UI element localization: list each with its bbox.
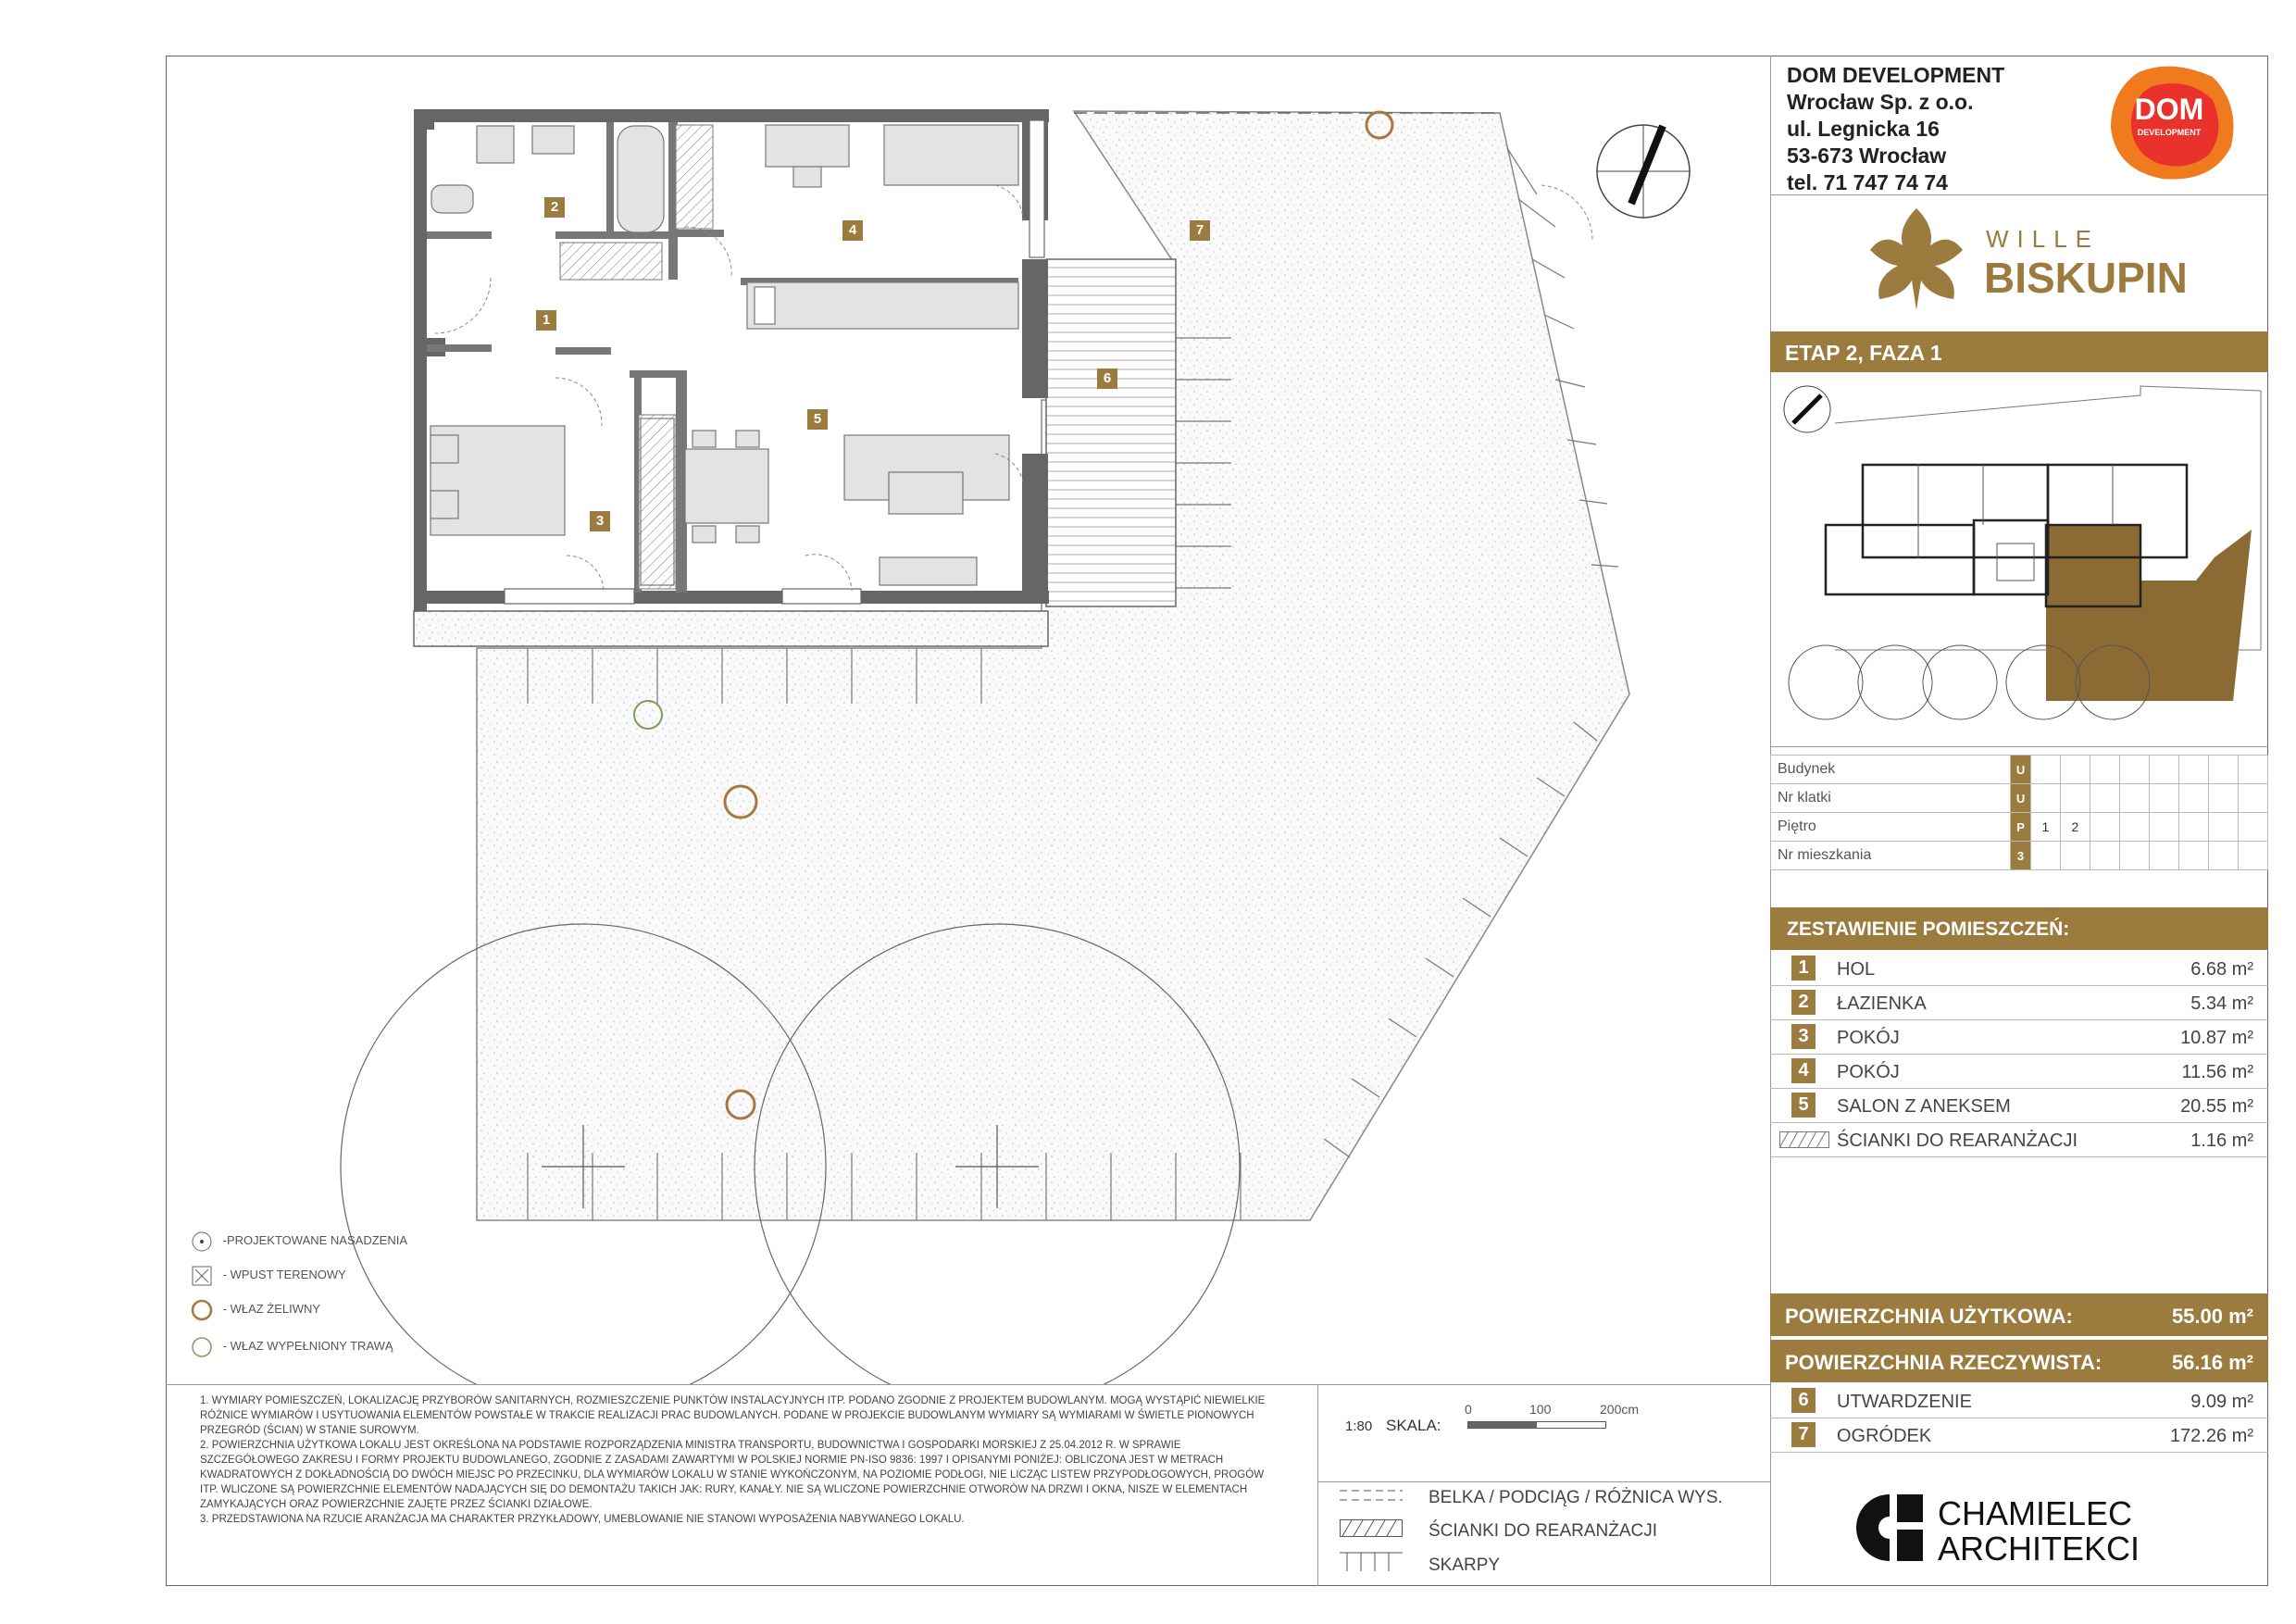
room-number: 3 [1791,1024,1816,1049]
room-number: 1 [1791,956,1816,981]
chamielec-line1: CHAMIELEC [1938,1494,2133,1532]
room-row [1770,1020,2268,1055]
room-name: HOL [1837,959,1876,980]
floor-cell: 2 [2060,813,2090,842]
identifier-label: Budynek [1771,756,2011,784]
windows [505,120,1044,604]
north-arrow [1597,125,1690,218]
extra-number: 7 [1791,1422,1816,1447]
room-area: 11.56 m² [2181,1062,2253,1082]
room-area: 20.55 m² [2180,1096,2253,1117]
extra-area: 9.09 m² [2190,1392,2253,1412]
notes-divider [1317,1384,1318,1586]
extra-name: OGRÓDEK [1837,1426,1932,1446]
extra-area: 172.26 m² [2169,1426,2253,1446]
company-name: DOM DEVELOPMENT [1787,63,2005,87]
hatch-icon [1779,1131,1829,1148]
chamielec-logo [1856,1493,2190,1567]
dom-development-logo [2102,63,2240,183]
identifier-label: Piętro [1771,813,2011,842]
identifier-label: Nr klatki [1771,784,2011,813]
rooms-header-bar [1770,907,2268,950]
room-row [1770,1055,2268,1089]
legend-cast-iron-text: - WŁAZ ŻELIWNY [222,1302,321,1317]
plan-label-living: 5 [807,409,828,430]
identifier-code: U [2011,756,2031,784]
scale-tick-200: 200cm [1600,1402,1640,1417]
scale-label: SKALA: [1386,1417,1441,1434]
logo-wille: WILLE [1986,225,2101,253]
room-number: 2 [1791,990,1816,1015]
legend-planting-text: -PROJEKTOWANE NASADZENIA [222,1233,407,1248]
scale-tick-100: 100 [1529,1402,1552,1417]
room-number: 5 [1791,1093,1816,1118]
keyplan-divider [1770,746,2268,747]
notes-block [200,1393,1274,1527]
company-divider [1770,194,2268,195]
identifier-code: U [2011,784,2031,813]
paving-strip [414,611,1048,646]
extra-number: 6 [1791,1388,1816,1413]
legend-beam-text: BELKA / PODCIĄG / RÓŻNICA WYS. [1429,1488,1723,1507]
plan-label-room-4: 4 [842,220,863,241]
company-street: ul. Legnicka 16 [1787,117,1940,141]
furniture [430,125,1018,585]
floor-plan-drawing [166,56,1770,1384]
wille-biskupin-logo [1856,199,2190,319]
note-3: 3. PRZEDSTAWIONA NA RZUCIE ARANŻACJA MA CHARAKTER PRZYKŁADOWY, UMEBLOWANIE NIE STANOWI WYPOSAŻENIA NABYWANEGO LOKALU. [200,1514,965,1525]
scale-ratio: 1:80 [1345,1418,1373,1434]
room-area: 6.68 m² [2190,959,2253,980]
grass-hatch-icon [190,1335,214,1359]
identifier-row [1771,756,2268,784]
rearrangement-area: 1.16 m² [2190,1131,2253,1151]
company-city: 53-673 Wrocław [1787,144,1947,168]
room-row [1770,986,2268,1020]
room-number: 4 [1791,1058,1816,1083]
stage-label: ETAP 2, FAZA 1 [1785,341,1942,365]
real-area-bar [1770,1340,2268,1382]
extra-row [1770,1384,2268,1418]
identifier-row [1771,813,2268,842]
legend-drain [190,1264,346,1288]
dom-logo-main: DOM [2134,93,2204,126]
identifier-label: Nr mieszkania [1771,842,2011,870]
plan-label-room-3: 3 [590,511,610,531]
scale-divider [1317,1481,1770,1482]
plan-label-bathroom: 2 [544,197,565,218]
rooms-header: ZESTAWIENIE POMIESZCZEŃ: [1787,918,2070,940]
identifier-row [1771,784,2268,813]
rearrangement-name: ŚCIANKI DO REARANŻACJI [1837,1131,2078,1151]
stage-bar [1770,331,2268,372]
gate-swing [1541,185,1592,241]
extra-row [1770,1418,2268,1453]
room-name: POKÓJ [1837,1028,1900,1048]
room-area: 5.34 m² [2190,993,2253,1014]
extra-name: UTWARDZENIE [1837,1392,1972,1412]
cast-iron-hatch-icon [190,1298,214,1322]
line-legend-icons [1338,1486,1404,1579]
legend-drain-text: - WPUST TERENOWY [222,1268,346,1282]
identifiers-table [1770,755,2268,870]
company-entity: Wrocław Sp. z o.o. [1787,90,1974,114]
terrace-deck [1046,259,1176,606]
rearrangement-wall [639,415,676,589]
drain-icon [190,1264,214,1288]
legend-grass [190,1335,393,1359]
room-name: ŁAZIENKA [1837,993,1927,1014]
room-area: 10.87 m² [2180,1028,2253,1048]
legend-grass-text: - WŁAZ WYPEŁNIONY TRAWĄ [222,1339,393,1354]
identifier-code: 3 [2011,842,2031,870]
legend-slope-text: SKARPY [1429,1555,1501,1575]
room-name: SALON Z ANEKSEM [1837,1096,2011,1117]
rearrangement-row [1770,1123,2268,1157]
key-plan [1770,372,2268,747]
rearrangement-wall [676,125,713,229]
chamielec-line2: ARCHITEKCI [1938,1530,2140,1568]
usable-area-value: 55.00 m² [2171,1305,2253,1328]
logo-biskupin: BISKUPIN [1984,254,2188,302]
company-phone: tel. 71 747 74 74 [1787,170,1948,194]
real-area-label: POWIERZCHNIA RZECZYWISTA: [1785,1351,2103,1374]
room-name: POKÓJ [1837,1062,1900,1082]
plan-label-garden: 7 [1190,220,1210,241]
legend-rearrangement-text: ŚCIANKI DO REARANŻACJI [1429,1521,1658,1541]
floor-cell: 1 [2030,813,2060,842]
oak-leaf-icon [1856,199,1977,319]
planting-icon [190,1230,214,1254]
slope-icon [1340,1553,1403,1571]
plan-label-hol: 1 [536,310,556,331]
identifier-code: P [2011,813,2031,842]
hatch-icon [1341,1520,1403,1537]
chamielec-mark-icon [1856,1493,1930,1563]
rearrangement-wall [560,243,662,280]
room-row [1770,1089,2268,1123]
real-area-value: 56.16 m² [2171,1351,2253,1374]
dashed-lines-icon [1340,1491,1403,1500]
plan-label-terrace: 6 [1097,369,1117,389]
legend-cast-iron [190,1298,320,1322]
scale-tick-0: 0 [1465,1402,1472,1417]
note-1: 1. WYMIARY POMIESZCZEŃ, LOKALIZACJĘ PRZYBORÓW SANITARNYCH, ROZMIESZCZENIE PUNKTÓW INSTALACYJNYCH ITP. PODANO ZGODNIE Z PROJEKTEM BUDOWLANYM. MOGĄ WYSTĄPIĆ NIEWIELKIE RÓŻNICE WYMIARÓW I USYTUOWANIA ELEMENTÓW POWSTAŁE W TRAKCIE REALIZACJI PRAC BUDOWLANYCH. PODANE W PROJEKCIE BUDOWLANYM WYMIARY SĄ WYMIARAMI W ŚWIETLE PIONOWYCH PRZEGRÓD (ŚCIAN) W STANIE SUROWYM. [200,1395,1266,1436]
legend-planting [190,1230,407,1254]
scale-bar [1467,1421,1606,1429]
usable-area-bar [1770,1293,2268,1336]
dom-logo-sub: DEVELOPMENT [2137,128,2202,137]
usable-area-label: POWIERZCHNIA UŻYTKOWA: [1785,1305,2073,1328]
identifier-row [1771,842,2268,870]
note-2: 2. POWIERZCHNIA UŻYTKOWA LOKALU JEST OKREŚLONA NA PODSTAWIE ROZPORZĄDZENIA MINISTRA TRANSPORTU, BUDOWNICTWA I GOSPODARKI MORSKIEJ Z 25.04.2012 R. W SPRAWIE SZCZEGÓŁOWEGO ZAKRESU I FORMY PROJEKTU BUDOWLANEGO, ZGODNIE Z ZASADAMI ZAWARTYMI W POLSKIEJ NORMIE PN-ISO 9836: 1997 I OPISANYMI PONIŻEJ: OBLICZONA JEST W METRACH KWADRATOWYCH Z DOKŁADNOŚCIĄ DO DWÓCH MIEJSC PO PRZECINKU, DLA WYMIARÓW LOKALU W STANIE WYKOŃCZONYM, NA POZIOMIE PODŁOGI, NIE LICZĄC LISTEW PRZYPODŁOGOWYCH, PROGÓW ITP. WLICZONE SĄ POWIERZCHNIE ELEMENTÓW NADAJĄCYCH SIĘ DO DEMONTAŻU TAKICH JAK: RURY, KANAŁY. NIE SĄ WLICZONE POWIERZCHNIE OTWORÓW NA DRZWI I OKNA, NISZE W ELEMENTACH ZAMYKAJĄCYCH ORAZ POWIERZCHNIE ZAJĘTE PRZEZ ŚCIANKI DZIAŁOWE. [200,1440,1265,1510]
bottom-divider [166,1384,1770,1385]
room-row [1770,952,2268,986]
